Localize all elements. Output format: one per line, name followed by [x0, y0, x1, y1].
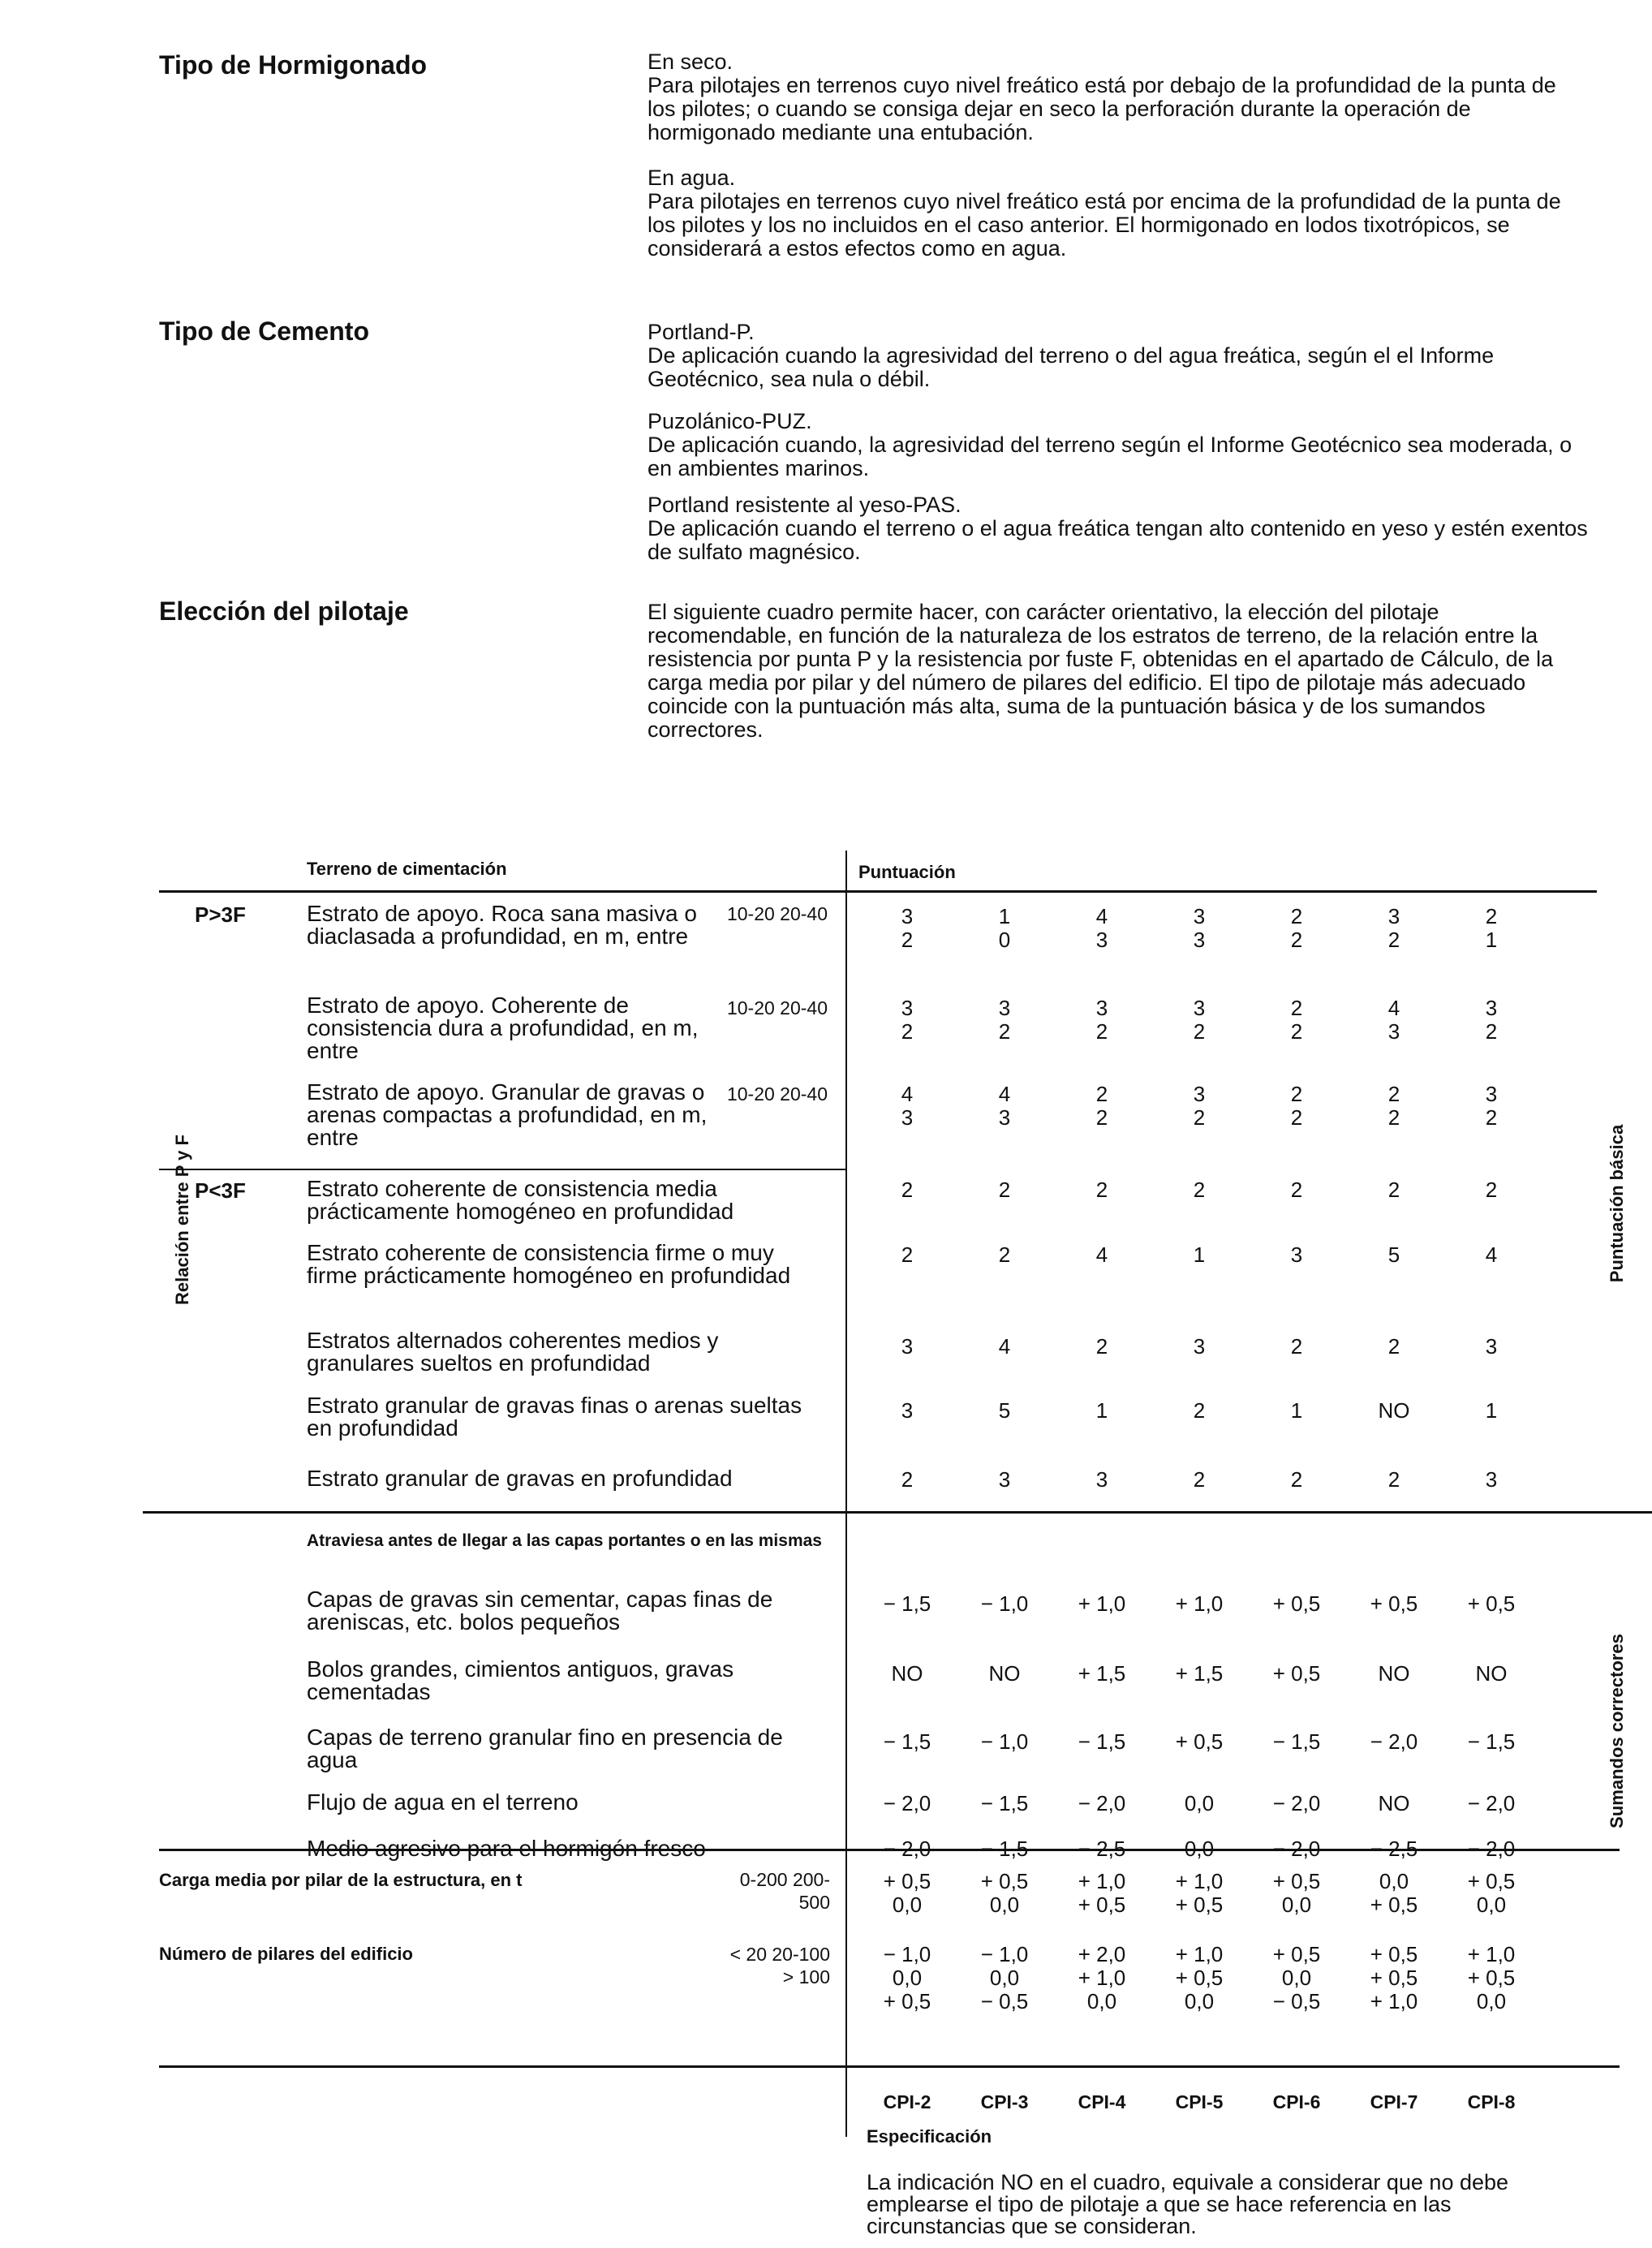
score-cell: 4 3 [1095, 904, 1108, 952]
score-cell: 3 [1095, 1467, 1108, 1492]
score-cell: 2 [998, 1242, 1011, 1267]
corrector-cell: + 0,5 [1175, 1729, 1224, 1754]
paragraph-en-agua [647, 166, 1589, 261]
row-description: Capas de gravas sin cementar, capas finas de areniscas, etc. bolos pequeños [307, 1587, 773, 1634]
score-cell: 2 2 [1290, 1082, 1303, 1130]
spec-label: Especificación [867, 2126, 992, 2147]
corrector-cell: + 1,0 [1078, 1591, 1126, 1616]
corrector-cell: + 0,5 0,0 [980, 1869, 1029, 1917]
paragraph-text: De aplicación cuando la agresividad del terreno o del agua freática, según el el Informe Geotécnico, sea nula o débil. [647, 343, 1495, 391]
corrector-cell: NO [1475, 1661, 1508, 1686]
corrector-cell: − 2,5 [1078, 1837, 1126, 1861]
paragraph-text: Para pilotajes en terrenos cuyo nivel freático está por debajo de la profundidad de la punta de los pilotes; o cuando se consiga dejar en seco la perforación durante la operación de hormigonado mediante una entubación. [647, 73, 1556, 144]
row-description: Bolos grandes, cimientos antiguos, gravas cementadas [307, 1656, 734, 1704]
corrector-cell: + 0,5 0,0 − 0,5 [1272, 1942, 1321, 2013]
row-description: Estratos alternados coherentes medios y granulares sueltos en profundidad [307, 1328, 719, 1376]
score-cell: 2 [1387, 1467, 1400, 1492]
score-cell: 3 2 [1193, 1082, 1206, 1130]
score-cell: 2 [1095, 1178, 1108, 1202]
corrector-cell: − 1,5 [1272, 1729, 1321, 1754]
corrector-cell: + 1,5 [1078, 1661, 1126, 1686]
corrector-cell: + 2,0 + 1,0 0,0 [1078, 1942, 1126, 2013]
corrector-cell: + 1,0 + 0,5 [1078, 1869, 1126, 1917]
corrector-cell: − 1,5 [883, 1591, 931, 1616]
score-cell: 3 2 [901, 996, 914, 1044]
paragraph-text: De aplicación cuando el terreno o el agua freática tengan alto contenido en yeso y estén exentos de sulfato magnésico. [647, 516, 1588, 564]
score-cell: 1 [1290, 1398, 1303, 1423]
corrector-cell: − 1,5 [1078, 1729, 1126, 1754]
rule-footer [159, 2065, 1620, 2068]
score-cell: 5 [998, 1398, 1011, 1423]
score-cell: 3 2 [1485, 996, 1498, 1044]
score-cell: 2 [1193, 1398, 1206, 1423]
score-cell: 2 [901, 1242, 914, 1267]
column-label: CPI-3 [980, 2091, 1029, 2112]
row-description: Estrato de apoyo. Coherente de consistencia dura a profundidad, en m, entre [307, 993, 699, 1063]
corrector-cell: − 2,0 [883, 1837, 931, 1861]
corrector-cell: NO [891, 1661, 923, 1686]
row-description: Estrato granular de gravas finas o arenas sueltas en profundidad [307, 1393, 802, 1441]
load-label: Carga media por pilar de la estructura, en t [159, 1870, 523, 1890]
corrector-cell: 0,0 [1184, 1791, 1215, 1815]
paragraph-portland-pas [647, 493, 1589, 564]
corrector-cell: − 1,0 [980, 1729, 1029, 1754]
score-cell: 3 2 [901, 904, 914, 952]
score-cell: 3 2 [1193, 996, 1206, 1044]
row-ranges: 10-20 20-40 [726, 997, 828, 1018]
column-label: CPI-4 [1078, 2091, 1126, 2112]
corrector-cell: − 1,5 [980, 1837, 1029, 1861]
corrector-cell: NO [1378, 1661, 1410, 1686]
header-terreno: Terreno de cimentación [307, 859, 507, 879]
corrector-cell: − 2,0 [1272, 1791, 1321, 1815]
paragraph-portland [647, 321, 1589, 391]
row-description: Capas de terreno granular fino en presencia de agua [307, 1725, 783, 1772]
paragraph-title: Puzolánico-PUZ. [647, 409, 812, 433]
score-cell: 2 [1387, 1178, 1400, 1202]
footnote: La indicación NO en el cuadro, equivale a considerar que no debe emplearse el tipo de pilotaje a que se hace referencia en las circunstancias que se consideran. [867, 2170, 1509, 2238]
corrector-cell: + 1,0 + 0,5 [1175, 1869, 1224, 1917]
column-label: CPI-8 [1467, 2091, 1516, 2112]
header-puntuacion: Puntuación [858, 862, 956, 882]
score-cell: 1 [1095, 1398, 1108, 1423]
score-cell: 2 [901, 1467, 914, 1492]
corrector-cell: + 0,5 [1272, 1661, 1321, 1686]
corrector-cell: − 1,0 0,0 − 0,5 [980, 1942, 1029, 2013]
corrector-cell: − 2,0 [1272, 1837, 1321, 1861]
corrector-cell: + 0,5 + 0,5 + 1,0 [1370, 1942, 1418, 2013]
pillars-ranges: < 20 20-100 > 100 [729, 1944, 830, 1987]
score-cell: 4 3 [901, 1082, 914, 1130]
column-label: CPI-2 [883, 2091, 931, 2112]
score-cell: 2 [901, 1178, 914, 1202]
corrector-cell: + 0,5 [1272, 1591, 1321, 1616]
score-cell: 2 [1193, 1467, 1206, 1492]
score-cell: 3 2 [1387, 904, 1400, 952]
label-p-lt-3f: P<3F [195, 1178, 246, 1203]
corrector-cell: + 0,5 0,0 [1467, 1869, 1516, 1917]
rule-vertical [845, 851, 847, 2137]
score-cell: 4 3 [998, 1082, 1011, 1130]
score-cell: 3 [998, 1467, 1011, 1492]
corrector-cell: + 1,0 + 0,5 0,0 [1467, 1942, 1516, 2013]
score-cell: 2 2 [1290, 996, 1303, 1044]
corrector-cell: 0,0 [1184, 1837, 1215, 1861]
corrector-cell: NO [1378, 1791, 1410, 1815]
score-cell: 3 [901, 1334, 914, 1359]
score-cell: 4 [1095, 1242, 1108, 1267]
corrector-cell: + 0,5 [1467, 1591, 1516, 1616]
rule-top [159, 890, 1597, 893]
score-cell: 3 [1193, 1334, 1206, 1359]
corrector-cell: − 2,5 [1370, 1837, 1418, 1861]
paragraph-en-seco [647, 50, 1589, 144]
score-cell: 4 [998, 1334, 1011, 1359]
corrector-cell: − 1,0 0,0 + 0,5 [883, 1942, 931, 2013]
corrector-cell: − 1,0 [980, 1591, 1029, 1616]
corrector-cell: − 2,0 [1467, 1837, 1516, 1861]
score-cell: 2 [1290, 1178, 1303, 1202]
row-ranges: 10-20 20-40 [726, 1083, 828, 1105]
paragraph-eleccion [647, 601, 1589, 742]
row-description: Estrato coherente de consistencia media prácticamente homogéneo en profundidad [307, 1176, 734, 1224]
score-cell: 2 2 [1290, 904, 1303, 952]
score-cell: 3 2 [998, 996, 1011, 1044]
row-ranges: 10-20 20-40 [726, 903, 828, 924]
score-cell: 4 3 [1387, 996, 1400, 1044]
row-description: Estrato coherente de consistencia firme o muy firme prácticamente homogéneo en profundidad [307, 1240, 791, 1288]
paragraph-title: En seco. [647, 50, 734, 74]
column-label: CPI-5 [1175, 2091, 1224, 2112]
corrector-cell: 0,0 + 0,5 [1370, 1869, 1418, 1917]
score-cell: 3 2 [1485, 1082, 1498, 1130]
corrector-cell: + 0,5 0,0 [883, 1869, 931, 1917]
column-label: CPI-6 [1272, 2091, 1321, 2112]
corrector-cell: − 2,0 [1467, 1791, 1516, 1815]
row-description: Estrato de apoyo. Granular de gravas o arenas compactas a profundidad, en m, entre [307, 1079, 708, 1150]
score-cell: 2 [998, 1178, 1011, 1202]
load-ranges: 0-200 200-500 [739, 1869, 830, 1913]
label-relacion-p-f: Relación entre P y F [172, 1135, 192, 1305]
score-cell: 1 [1485, 1398, 1498, 1423]
heading-tipo-cemento: Tipo de Cemento [159, 317, 369, 346]
corrector-cell: − 1,5 [883, 1729, 931, 1754]
score-cell: 3 [901, 1398, 914, 1423]
score-cell: 2 1 [1485, 904, 1498, 952]
score-cell: 2 [1485, 1178, 1498, 1202]
corrector-cell: + 1,5 [1175, 1661, 1224, 1686]
traverse-title: Atraviesa antes de llegar a las capas portantes o en las mismas [307, 1531, 822, 1550]
score-cell: 2 [1387, 1334, 1400, 1359]
score-cell: NO [1378, 1398, 1410, 1423]
label-p-gt-3f: P>3F [195, 902, 246, 927]
score-cell: 3 2 [1095, 996, 1108, 1044]
paragraph-title: En agua. [647, 166, 736, 190]
score-cell: 2 2 [1095, 1082, 1108, 1130]
corrector-cell: − 1,5 [1467, 1729, 1516, 1754]
score-cell: 4 [1485, 1242, 1498, 1267]
label-puntuacion-basica: Puntuación básica [1607, 1124, 1627, 1283]
corrector-cell: − 2,0 [1370, 1729, 1418, 1754]
paragraph-title: Portland-P. [647, 320, 755, 344]
score-cell: 5 [1387, 1242, 1400, 1267]
corrector-cell: − 2,0 [1078, 1791, 1126, 1815]
score-cell: 2 [1193, 1178, 1206, 1202]
row-description: Estrato de apoyo. Roca sana masiva o diaclasada a profundidad, en m, entre [307, 901, 697, 949]
rule-pf [159, 1169, 845, 1170]
pillars-label: Número de pilares del edificio [159, 1944, 413, 1964]
paragraph-title: Portland resistente al yeso-PAS. [647, 493, 962, 517]
corrector-cell: + 0,5 0,0 [1272, 1869, 1321, 1917]
label-sumandos-correctores: Sumandos correctores [1607, 1634, 1627, 1828]
paragraph-text: Para pilotajes en terrenos cuyo nivel freático está por encima de la profundidad de la punta de los pilotes y los no incluidos en el caso anterior. El hormigonado en lodos tixotrópicos, se considerará a estos efectos como en agua. [647, 189, 1561, 261]
corrector-cell: − 2,0 [883, 1791, 931, 1815]
score-cell: 2 [1290, 1467, 1303, 1492]
score-cell: 1 0 [998, 904, 1011, 952]
corrector-cell: + 1,0 + 0,5 0,0 [1175, 1942, 1224, 2013]
score-cell: 3 3 [1193, 904, 1206, 952]
heading-tipo-hormigonado: Tipo de Hormigonado [159, 50, 428, 80]
score-cell: 2 [1290, 1334, 1303, 1359]
corrector-cell: NO [988, 1661, 1021, 1686]
score-cell: 3 [1485, 1467, 1498, 1492]
paragraph-text: De aplicación cuando, la agresividad del terreno según el Informe Geotécnico sea moderada, o en ambientes marinos. [647, 433, 1572, 480]
corrector-cell: + 1,0 [1175, 1591, 1224, 1616]
score-cell: 2 [1095, 1334, 1108, 1359]
heading-eleccion-pilotaje: Elección del pilotaje [159, 596, 409, 626]
column-label: CPI-7 [1370, 2091, 1418, 2112]
paragraph-text: El siguiente cuadro permite hacer, con carácter orientativo, la elección del pilotaje recomendable, en función de la naturaleza de los estratos de terreno, de la relación entre la resistencia por punta P y la resistencia por fuste F, obtenidas en el apartado de Cálculo, de la carga media por pilar y del número de pilares del edificio. El tipo de pilotaje más adecuado coincide con la puntuación más alta, suma de la puntuación básica y de los sumandos correctores. [647, 600, 1554, 742]
score-cell: 1 [1193, 1242, 1206, 1267]
rule-basic-end [143, 1511, 1652, 1514]
score-cell: 2 2 [1387, 1082, 1400, 1130]
corrector-cell: + 0,5 [1370, 1591, 1418, 1616]
row-description: Estrato granular de gravas en profundidad [307, 1466, 733, 1491]
row-description: Flujo de agua en el terreno [307, 1789, 579, 1815]
row-description: Medio agresivo para el hormigón fresco [307, 1836, 706, 1861]
paragraph-puzolanico [647, 410, 1589, 480]
score-cell: 3 [1485, 1334, 1498, 1359]
score-cell: 3 [1290, 1242, 1303, 1267]
corrector-cell: − 1,5 [980, 1791, 1029, 1815]
